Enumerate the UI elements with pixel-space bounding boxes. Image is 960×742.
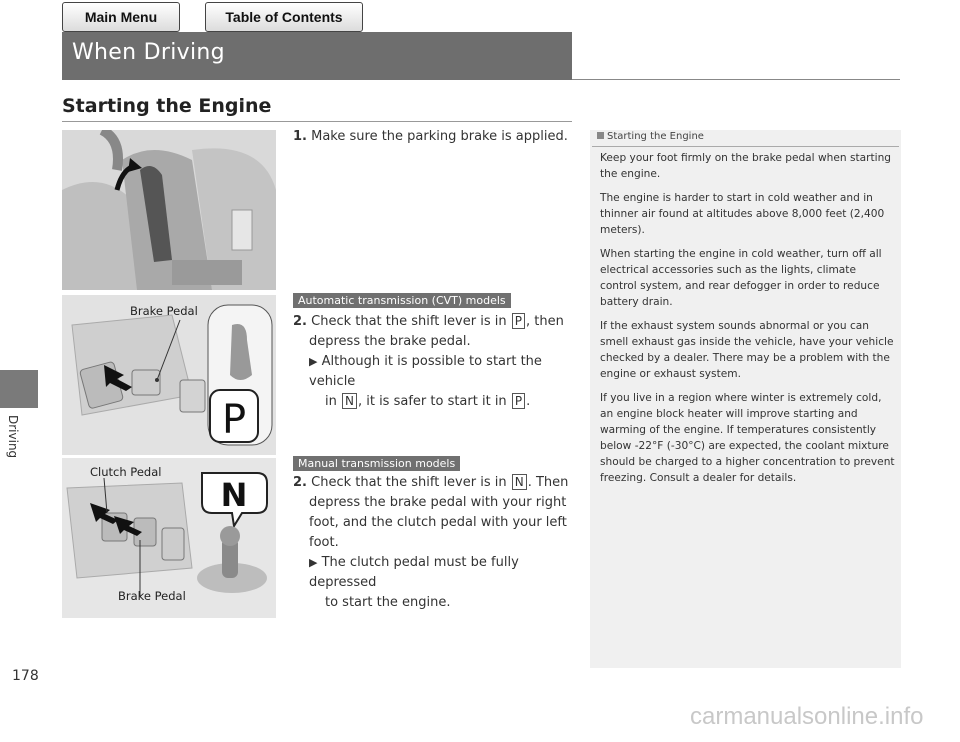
sidebar-bullet-icon [597, 132, 604, 139]
gear-p-badge: P [221, 397, 247, 443]
manual-step-2-number: 2. [293, 475, 307, 490]
main-menu-button[interactable]: Main Menu [62, 2, 180, 32]
sidebar-paragraph-5: If you live in a region where winter is extremely cold, an engine block heater will improve starting and warming of the engine. If temperatures consistently below -22°F (-30°C) are expected, the coolant mixture should be charged to a higher concentration to prevent freezing. Consult a dealer for details. [600, 392, 895, 484]
key-p-2: P [512, 393, 525, 409]
cvt-step-2-text-a: Check that the shift lever is in [311, 314, 511, 329]
brake-pedal-cvt-illustration [62, 295, 276, 455]
key-p: P [512, 313, 525, 329]
manual-step-2-line3: foot, and the clutch pedal with your left [309, 515, 567, 530]
cvt-step-2-note-2 [293, 392, 583, 412]
manual-step-2-note [293, 553, 583, 593]
chapter-title: When Driving [72, 40, 225, 65]
sidebar-paragraph-3: When starting the engine in cold weather, turn off all electrical accessories such as the lights, climate control system, and rear defogger in order to reduce battery drain. [600, 248, 882, 308]
cvt-note-b: in [325, 394, 341, 409]
key-n-manual: N [512, 474, 527, 490]
side-tab-label: Driving [6, 415, 20, 459]
step-1-number: 1. [293, 129, 307, 144]
gear-n-badge: N [220, 476, 248, 514]
parking-brake-illustration [62, 130, 276, 290]
step-1-text: Make sure the parking brake is applied. [311, 129, 568, 144]
manual-step-2 [293, 473, 583, 613]
sidebar-paragraph-2: The engine is harder to start in cold weather and in thinner air found at altitudes above 8,000 feet (2,400 meters). [600, 192, 885, 236]
watermark: carmanualsonline.info [690, 703, 924, 730]
manual-step-2-text-b: . Then [527, 475, 569, 490]
brake-pedal-label-manual: Brake Pedal [118, 589, 186, 603]
cvt-step-2-note [293, 352, 583, 392]
cvt-note-a: Although it is possible to start the vehicle [309, 354, 542, 389]
sidebar-heading [597, 131, 704, 142]
manual-step-2-line4: foot. [309, 535, 339, 550]
sidebar-divider [592, 146, 899, 147]
key-n: N [342, 393, 357, 409]
manual-step-2-line2: depress the brake pedal with your right [309, 495, 567, 510]
sidebar-body [600, 150, 895, 494]
step-1 [293, 127, 583, 147]
manual-note-b: to start the engine. [325, 595, 451, 610]
brake-pedal-label-cvt: Brake Pedal [130, 304, 198, 318]
manual-note-a: The clutch pedal must be fully depressed [309, 555, 519, 590]
title-divider [572, 79, 900, 80]
note-arrow-icon: ▶ [309, 355, 318, 368]
cvt-note-d: . [526, 394, 531, 409]
section-divider [62, 121, 572, 122]
sidebar-paragraph-1: Keep your foot firmly on the brake pedal when starting the engine. [600, 152, 892, 180]
pedals-manual-illustration [62, 458, 276, 618]
side-tab-marker [0, 370, 38, 408]
table-of-contents-button[interactable]: Table of Contents [205, 2, 363, 32]
cvt-step-2-number: 2. [293, 314, 307, 329]
manual-step-2-text-a: Check that the shift lever is in [311, 475, 511, 490]
page-number: 178 [12, 668, 39, 684]
clutch-pedal-label: Clutch Pedal [90, 465, 162, 479]
cvt-step-2-line2: depress the brake pedal. [309, 334, 471, 349]
note-arrow-icon: ▶ [309, 556, 318, 569]
cvt-note-c: , it is safer to start it in [357, 394, 511, 409]
section-title: Starting the Engine [62, 95, 272, 117]
manual-models-tag: Manual transmission models [293, 456, 460, 471]
cvt-step-2-text-b: , then [525, 314, 564, 329]
chapter-title-bar [62, 32, 572, 80]
cvt-step-2 [293, 312, 583, 412]
sidebar-paragraph-4: If the exhaust system sounds abnormal or you can smell exhaust gas inside the vehicle, have your vehicle checked by a dealer. There may be a problem with the engine or exhaust system. [600, 320, 894, 380]
cvt-models-tag: Automatic transmission (CVT) models [293, 293, 511, 308]
sidebar-title: Starting the Engine [607, 131, 704, 142]
